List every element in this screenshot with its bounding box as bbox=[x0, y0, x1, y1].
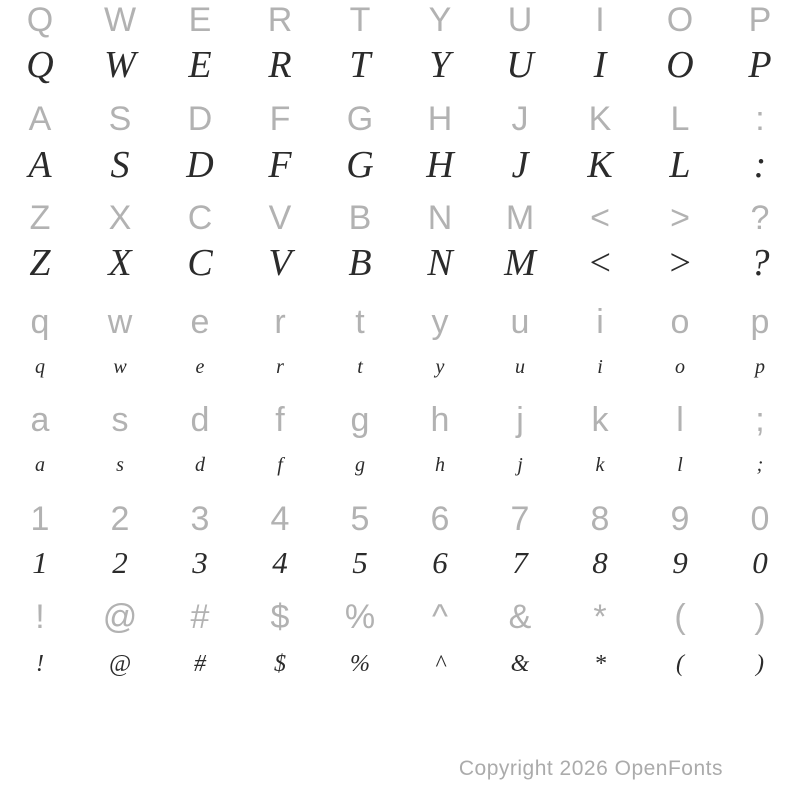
script-glyph: k bbox=[595, 453, 605, 476]
script-glyph: O bbox=[666, 44, 694, 86]
reference-glyph: q bbox=[30, 302, 50, 341]
script-glyph: T bbox=[349, 44, 371, 86]
reference-symbols-row bbox=[0, 591, 800, 643]
script-glyph: F bbox=[268, 144, 292, 186]
reference-glyph: f bbox=[275, 400, 285, 439]
reference-glyph: 3 bbox=[190, 499, 210, 538]
reference-glyph: O bbox=[666, 0, 694, 39]
script-glyph: Z bbox=[29, 242, 51, 284]
reference-glyph: 1 bbox=[30, 499, 50, 538]
reference-glyph: g bbox=[350, 400, 370, 439]
reference-glyph: 4 bbox=[270, 499, 290, 538]
reference-glyph: ? bbox=[750, 198, 770, 237]
reference-glyph: e bbox=[190, 302, 210, 341]
reference-glyph: d bbox=[190, 400, 210, 439]
script-lower-row-2 bbox=[0, 439, 800, 491]
script-glyph: 4 bbox=[272, 545, 288, 580]
script-glyph: l bbox=[677, 453, 683, 476]
reference-glyph: M bbox=[505, 198, 535, 237]
script-glyph: a bbox=[35, 453, 45, 476]
reference-glyph: 8 bbox=[590, 499, 610, 538]
reference-glyph: t bbox=[355, 302, 365, 341]
script-glyph: j bbox=[517, 453, 523, 476]
reference-glyph: T bbox=[349, 0, 371, 39]
reference-glyph: D bbox=[187, 99, 213, 138]
reference-glyph: U bbox=[507, 0, 533, 39]
script-glyph: i bbox=[597, 355, 603, 378]
script-glyph: W bbox=[104, 44, 136, 86]
script-glyph: ^ bbox=[434, 650, 446, 677]
script-glyph: 0 bbox=[752, 545, 768, 580]
reference-glyph: 6 bbox=[430, 499, 450, 538]
script-glyph: R bbox=[268, 44, 292, 86]
script-glyph: q bbox=[35, 355, 45, 378]
script-glyph: J bbox=[511, 144, 529, 186]
reference-glyph: L bbox=[670, 99, 690, 138]
script-glyph: f bbox=[277, 453, 283, 476]
reference-glyph: h bbox=[430, 400, 450, 439]
script-glyph: w bbox=[113, 355, 127, 378]
script-glyph: * bbox=[594, 650, 606, 677]
script-glyph: I bbox=[593, 44, 607, 86]
reference-glyph: ! bbox=[35, 597, 45, 636]
reference-glyph: ; bbox=[755, 400, 765, 439]
reference-glyph: & bbox=[508, 597, 532, 636]
script-glyph: # bbox=[194, 650, 206, 677]
reference-glyph: ) bbox=[754, 597, 766, 636]
reference-glyph: a bbox=[30, 400, 50, 439]
script-glyph: S bbox=[110, 144, 130, 186]
script-glyph: : bbox=[753, 144, 767, 186]
script-glyph: C bbox=[187, 242, 213, 284]
script-glyph: 1 bbox=[32, 545, 48, 580]
script-glyph: P bbox=[748, 44, 772, 86]
reference-upper-row-2 bbox=[0, 93, 800, 145]
script-lower-row-1 bbox=[0, 341, 800, 393]
reference-glyph: y bbox=[431, 302, 449, 341]
reference-glyph: S bbox=[108, 99, 132, 138]
script-glyph: 3 bbox=[192, 545, 208, 580]
script-glyph: D bbox=[186, 144, 214, 186]
reference-glyph: ^ bbox=[432, 597, 448, 636]
reference-glyph: E bbox=[188, 0, 212, 39]
reference-glyph: Y bbox=[428, 0, 452, 39]
script-upper-row-2 bbox=[0, 139, 800, 191]
script-glyph: L bbox=[669, 144, 691, 186]
reference-glyph: V bbox=[268, 198, 292, 237]
reference-glyph: ( bbox=[674, 597, 686, 636]
script-glyph: K bbox=[587, 144, 613, 186]
script-glyph: ? bbox=[750, 242, 770, 284]
reference-glyph: Z bbox=[29, 198, 51, 237]
script-glyph: e bbox=[195, 355, 205, 378]
reference-glyph: R bbox=[267, 0, 293, 39]
reference-glyph: N bbox=[427, 198, 453, 237]
reference-glyph: X bbox=[108, 198, 132, 237]
reference-glyph: W bbox=[103, 0, 137, 39]
script-glyph: B bbox=[348, 242, 372, 284]
script-glyph: N bbox=[427, 242, 453, 284]
script-glyph: @ bbox=[108, 650, 132, 677]
script-glyph: r bbox=[276, 355, 284, 378]
script-glyph: g bbox=[355, 453, 365, 476]
script-glyph: M bbox=[504, 242, 536, 284]
reference-glyph: B bbox=[348, 198, 372, 237]
script-glyph: d bbox=[195, 453, 205, 476]
script-glyph: Y bbox=[429, 44, 451, 86]
reference-glyph: : bbox=[755, 99, 765, 138]
script-glyph: ! bbox=[36, 650, 44, 677]
reference-glyph: i bbox=[596, 302, 604, 341]
script-digits-row bbox=[0, 537, 800, 589]
reference-glyph: l bbox=[676, 400, 684, 439]
script-glyph: A bbox=[28, 144, 52, 186]
reference-glyph: 5 bbox=[350, 499, 370, 538]
script-glyph: y bbox=[435, 355, 445, 378]
reference-glyph: P bbox=[748, 0, 772, 39]
script-symbols-row bbox=[0, 638, 800, 690]
reference-glyph: k bbox=[591, 400, 609, 439]
reference-glyph: o bbox=[670, 302, 690, 341]
script-glyph: > bbox=[667, 242, 693, 284]
script-glyph: ) bbox=[756, 650, 764, 677]
reference-glyph: r bbox=[274, 302, 286, 341]
reference-glyph: > bbox=[670, 198, 690, 237]
script-glyph: E bbox=[188, 44, 212, 86]
reference-glyph: 9 bbox=[670, 499, 690, 538]
reference-glyph: F bbox=[269, 99, 291, 138]
script-glyph: $ bbox=[274, 650, 286, 677]
reference-glyph: H bbox=[427, 99, 453, 138]
reference-glyph: 7 bbox=[510, 499, 530, 538]
script-glyph: p bbox=[755, 355, 765, 378]
script-glyph: s bbox=[116, 453, 124, 476]
script-glyph: t bbox=[357, 355, 363, 378]
script-glyph: 8 bbox=[592, 545, 608, 580]
reference-glyph: w bbox=[107, 302, 133, 341]
script-upper-row-3 bbox=[0, 237, 800, 289]
script-glyph: 6 bbox=[432, 545, 448, 580]
script-glyph: & bbox=[510, 650, 530, 677]
script-glyph: 7 bbox=[512, 545, 528, 580]
script-glyph: u bbox=[515, 355, 525, 378]
script-glyph: H bbox=[426, 144, 454, 186]
reference-glyph: s bbox=[111, 400, 129, 439]
reference-glyph: % bbox=[344, 597, 376, 636]
reference-glyph: @ bbox=[102, 597, 138, 636]
script-glyph: X bbox=[108, 242, 132, 284]
reference-glyph: j bbox=[516, 400, 524, 439]
reference-glyph: u bbox=[510, 302, 530, 341]
reference-glyph: # bbox=[190, 597, 210, 636]
script-glyph: ; bbox=[756, 453, 764, 476]
script-glyph: o bbox=[675, 355, 685, 378]
reference-glyph: K bbox=[588, 99, 612, 138]
reference-glyph: I bbox=[595, 0, 605, 39]
script-glyph: < bbox=[587, 242, 613, 284]
script-upper-row-1 bbox=[0, 39, 800, 91]
script-glyph: % bbox=[350, 650, 370, 677]
script-glyph: 5 bbox=[352, 545, 368, 580]
script-glyph: V bbox=[268, 242, 292, 284]
reference-glyph: p bbox=[750, 302, 770, 341]
reference-glyph: A bbox=[28, 99, 52, 138]
reference-glyph: < bbox=[590, 198, 610, 237]
reference-glyph: 0 bbox=[750, 499, 770, 538]
reference-glyph: 2 bbox=[110, 499, 130, 538]
script-glyph: 2 bbox=[112, 545, 128, 580]
script-glyph: U bbox=[506, 44, 534, 86]
script-glyph: 9 bbox=[672, 545, 688, 580]
reference-glyph: J bbox=[511, 99, 529, 138]
script-glyph: Q bbox=[26, 44, 54, 86]
script-glyph: h bbox=[435, 453, 445, 476]
reference-glyph: $ bbox=[270, 597, 290, 636]
copyright-notice: Copyright 2026 OpenFonts bbox=[458, 757, 723, 780]
script-glyph: ( bbox=[676, 650, 684, 677]
script-glyph: G bbox=[346, 144, 374, 186]
reference-glyph: C bbox=[187, 198, 213, 237]
reference-glyph: G bbox=[346, 99, 374, 138]
reference-glyph: * bbox=[593, 597, 607, 636]
reference-glyph: Q bbox=[26, 0, 54, 39]
